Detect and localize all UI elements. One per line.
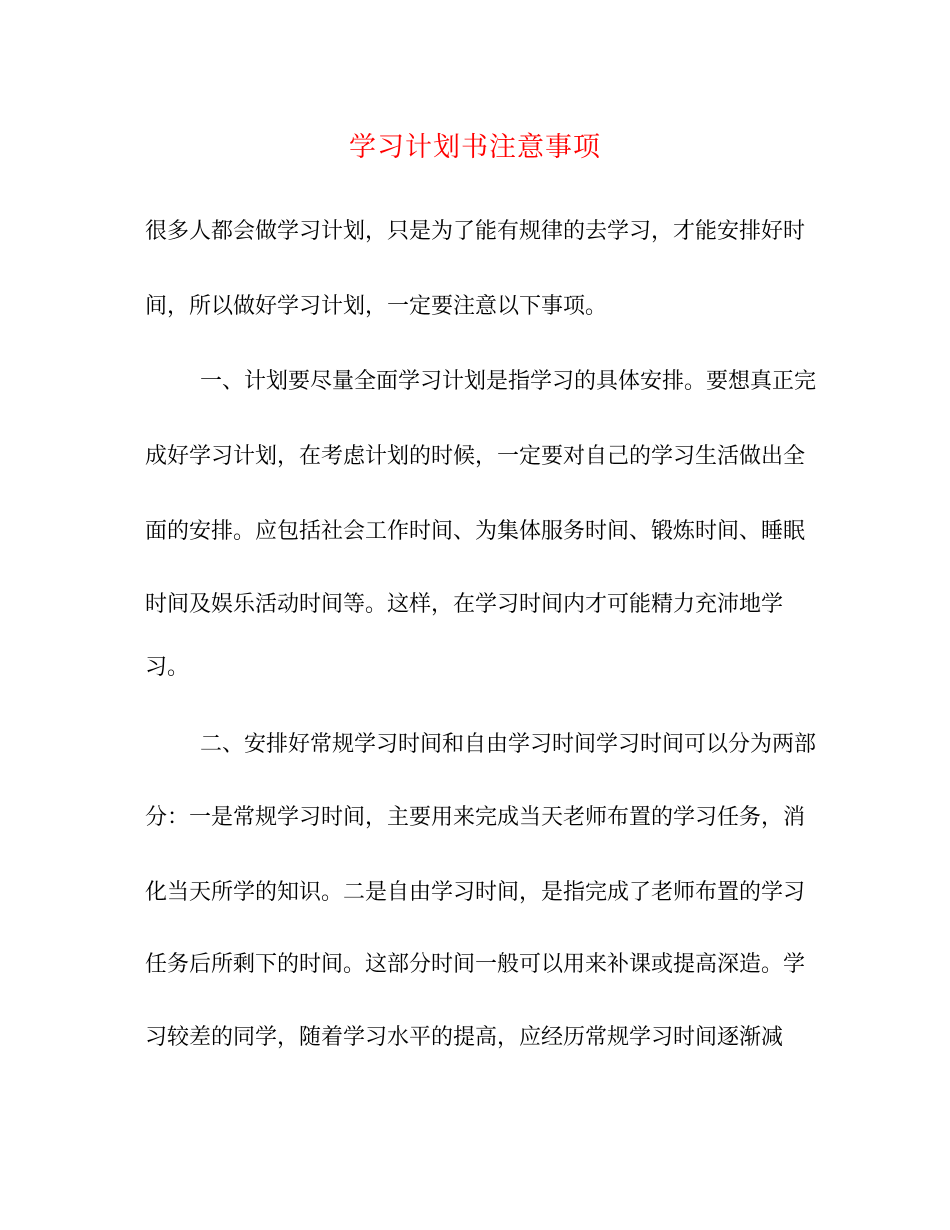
paragraph-line: 时间及娱乐活动时间等。这样，在学习时间内才可能精力充沛地学 <box>145 592 784 617</box>
paragraph-line: 任务后所剩下的时间。这部分时间一般可以用来补课或提高深造。学 <box>145 952 806 977</box>
document-title: 学习计划书注意事项 <box>349 132 601 163</box>
paragraph-line: 间，所以做好学习计划，一定要注意以下事项。 <box>145 294 608 319</box>
paragraph-line: 很多人都会做学习计划，只是为了能有规律的去学习，才能安排好时 <box>145 219 806 244</box>
paragraph-line: 面的安排。应包括社会工作时间、为集体服务时间、锻炼时间、睡眠 <box>145 519 806 544</box>
paragraph-line: 习较差的同学，随着学习水平的提高，应经历常规学习时间逐渐减 <box>145 1025 784 1050</box>
paragraph-line: 一、计划要尽量全面学习计划是指学习的具体安排。要想真正完 <box>200 369 817 394</box>
paragraph-line: 成好学习计划，在考虑计划的时候，一定要对自己的学习生活做出全 <box>145 444 806 469</box>
paragraph-line: 习。 <box>145 655 190 680</box>
paragraph-line: 二、安排好常规学习时间和自由学习时间学习时间可以分为两部 <box>200 732 817 757</box>
paragraph-line: 化当天所学的知识。二是自由学习时间，是指完成了老师布置的学习 <box>145 880 806 905</box>
paragraph-line: 分：一是常规学习时间，主要用来完成当天老师布置的学习任务，消 <box>145 805 806 830</box>
